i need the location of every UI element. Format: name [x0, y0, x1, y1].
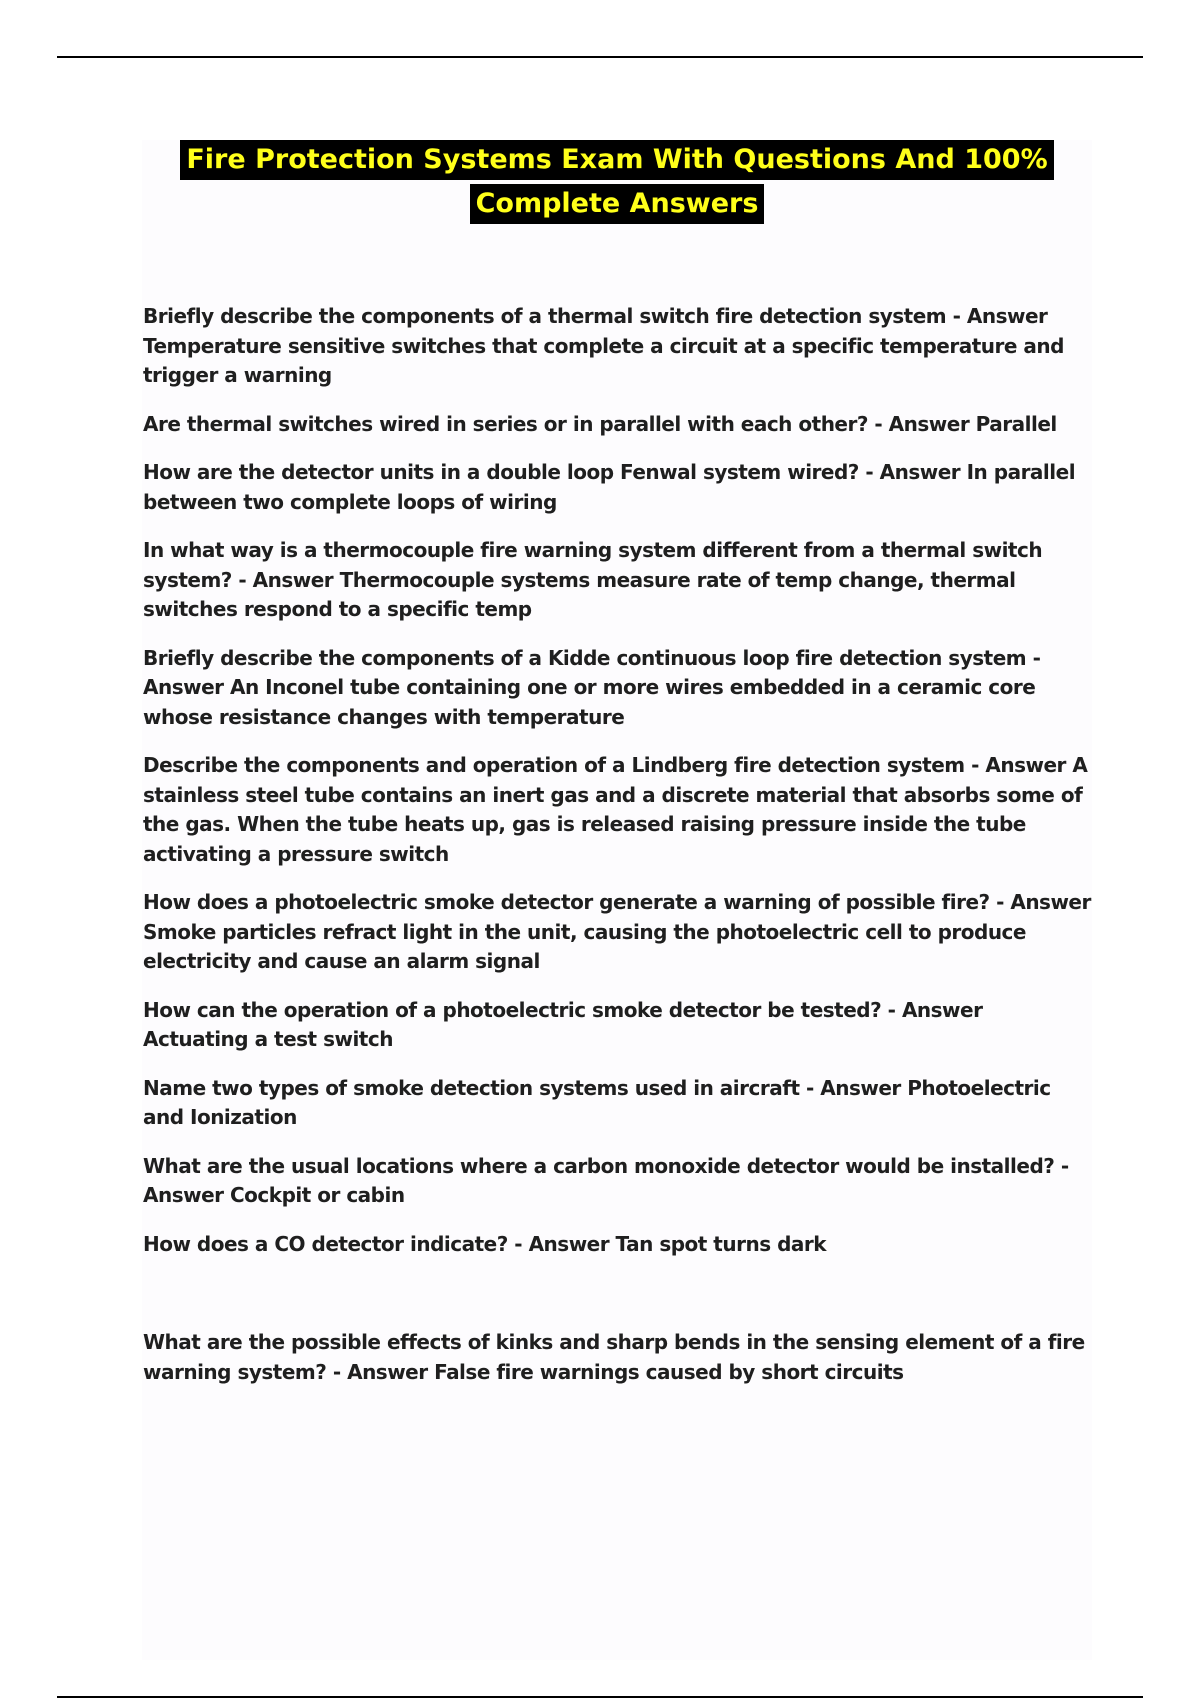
qa-item-6: Describe the components and operation of a Lindberg fire detection system - Answer A stainless steel tube contains an inert gas and a discrete material that absorbs some of the gas. When the tube heats up, gas is released raising pressure inside the tube activating a pressure switch [143, 753, 1088, 866]
qa-item-7: How does a photoelectric smoke detector generate a warning of possible fire? - Answer Smoke particles refract light in the unit, causing the photoelectric cell to produce electricity and cause an alarm signal [143, 890, 1091, 973]
qa-item-12: What are the possible effects of kinks and sharp bends in the sensing element of a fire warning system? - Answer False fire warnings caused by short circuits [143, 1330, 1085, 1384]
qa-item-11: How does a CO detector indicate? - Answer Tan spot turns dark [143, 1231, 827, 1256]
document-title [0, 140, 1200, 228]
qa-item-9: Name two types of smoke detection systems used in aircraft - Answer Photoelectric and Ionization [143, 1075, 1051, 1129]
title-line-1: Fire Protection Systems Exam With Questions And 100% [180, 140, 1053, 180]
title-line-2: Complete Answers [470, 184, 765, 224]
top-rule [57, 56, 1143, 58]
qa-item-8: How can the operation of a photoelectric smoke detector be tested? - Answer Actuating a test switch [143, 997, 983, 1051]
qa-item-5: Briefly describe the components of a Kidde continuous loop fire detection system - Answer An Inconel tube containing one or more wires embedded in a ceramic core whose resistance changes with temperature [143, 645, 1041, 729]
qa-item-10: What are the usual locations where a carbon monoxide detector would be installed? - Answer Cockpit or cabin [143, 1153, 1069, 1207]
qa-item-2: Are thermal switches wired in series or in parallel with each other? - Answer Parallel [143, 411, 1057, 436]
qa-item-3: How are the detector units in a double loop Fenwal system wired? - Answer In parallel between two complete loops of wiring [143, 460, 1076, 514]
qa-item-1: Briefly describe the components of a thermal switch fire detection system - Answer Temperature sensitive switches that complete a circuit at a specific temperature and trigger a warning [143, 304, 1064, 387]
qa-item-4: In what way is a thermocouple fire warning system different from a thermal switch system? - Answer Thermocouple systems measure rate of temp change, thermal switches respond to a specific temp [143, 538, 1043, 621]
bottom-rule [57, 1696, 1143, 1698]
qa-list [143, 302, 1093, 1406]
